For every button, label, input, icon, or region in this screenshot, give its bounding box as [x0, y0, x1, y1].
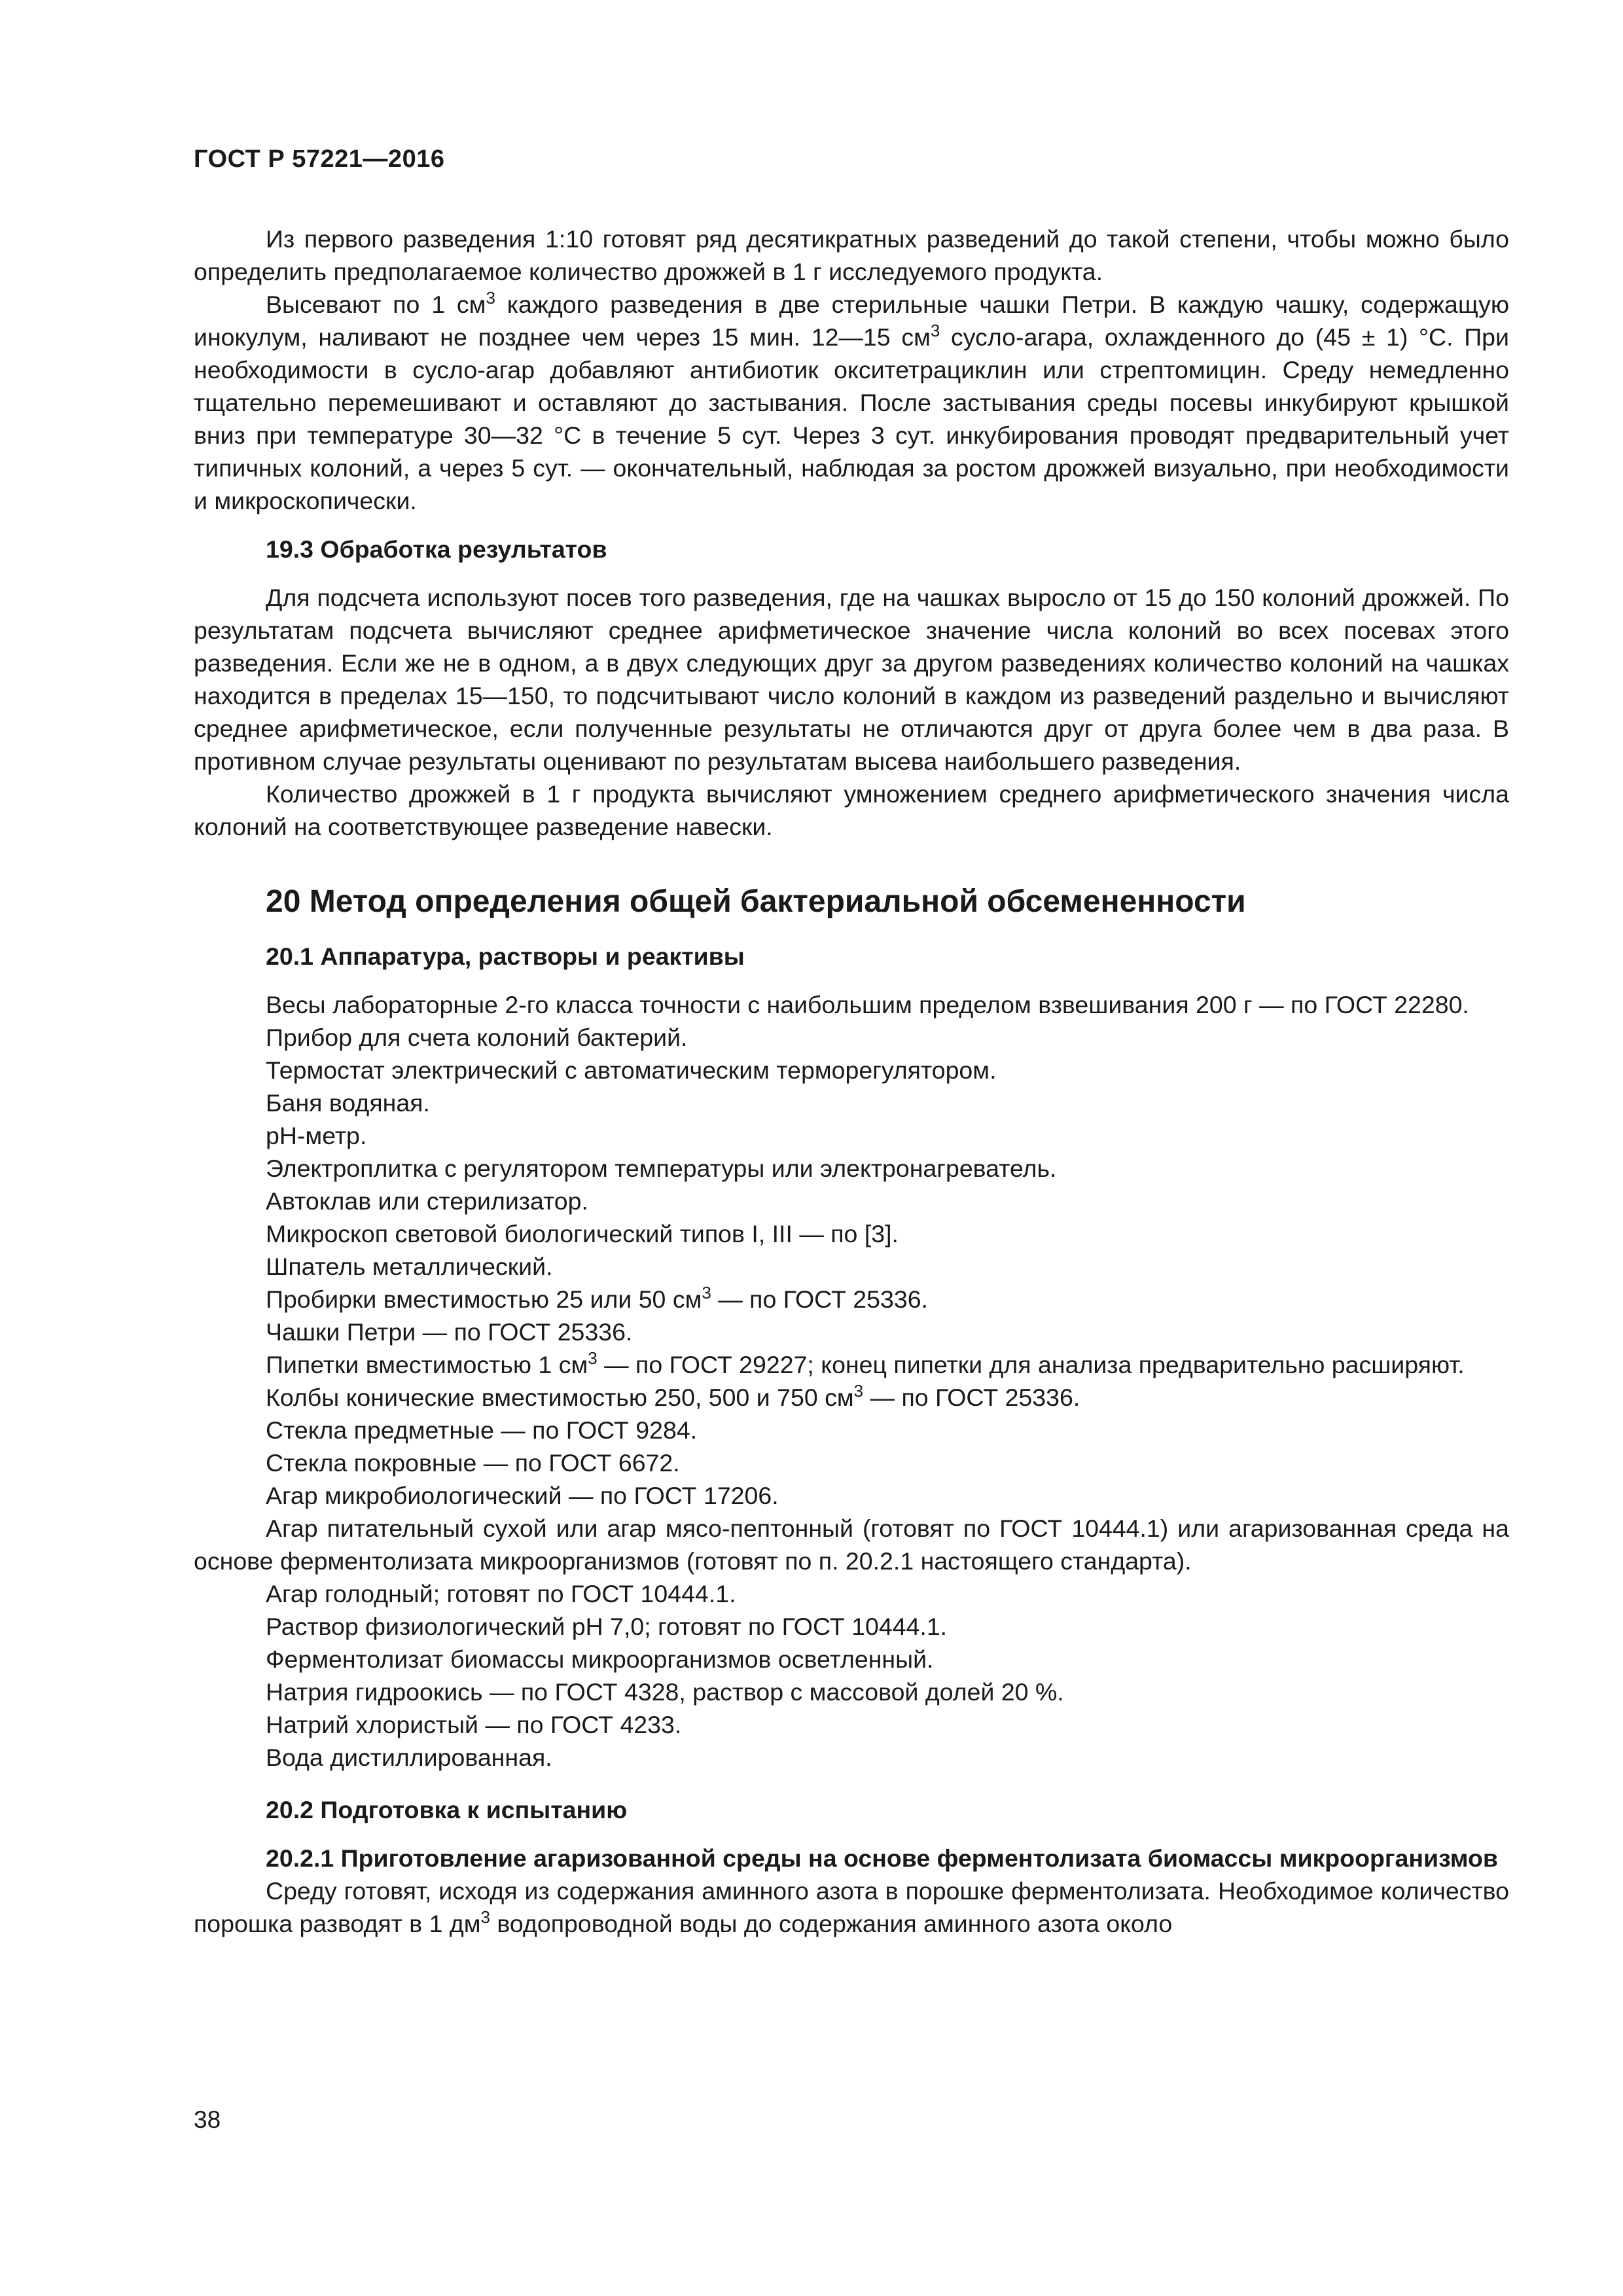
- list-item: Раствор физиологический pH 7,0; готовят по ГОСТ 10444.1.: [266, 1613, 948, 1640]
- section-heading-20-2-1: 20.2.1 Приготовление агаризованной среды на основе ферментолизата биомассы микроорганизмов: [266, 1844, 1498, 1872]
- list-item: Колбы конические вместимостью 250, 500 и 750 $см^3$ — по ГОСТ 25336.: [266, 1381, 1080, 1411]
- list-item: Баня водяная.: [266, 1089, 430, 1117]
- list-item: pH-метр.: [266, 1122, 367, 1149]
- list-item: Агар питательный сухой или агар мясо-пептонный (готовят по ГОСТ 10444.1) или агаризованная среда на основе ферментолизата микроорганизмов (готовят по п. 20.2.1 настоящего стандарта).: [194, 1515, 1509, 1575]
- paragraph: Для подсчета используют посев того разведения, где на чашках выросло от 15 до 150 колоний дрожжей. По результатам подсчета вычисляют среднее арифметическое значение числа колоний во всех посевах этого разведения. Если же не в одном, а в двух следующих друг за другом разведениях количество колоний на чашках находится в пределах 15—150, то подсчитывают число колоний в каждом из разведений раздельно и вычисляют среднее арифметическое, если полученные результаты не отличаются друг от друга более чем в два раза. В противном случае результаты оценивают по результатам высева наибольшего разведения.: [194, 584, 1509, 775]
- list-item: Автоклав или стерилизатор.: [266, 1187, 588, 1215]
- paragraph: Из первого разведения 1:10 готовят ряд десятикратных разведений до такой степени, чтобы можно было определить предполагаемое количество дрожжей в 1 г исследуемого продукта.: [194, 225, 1509, 285]
- list-item: Прибор для счета колоний бактерий.: [266, 1024, 688, 1051]
- list-item: Пробирки вместимостью 25 или 50 $см^3$ — по ГОСТ 25336.: [266, 1283, 928, 1313]
- list-item: Пипетки вместимостью 1 $см^3$ — по ГОСТ 29227; конец пипетки для анализа предварительно расширяют.: [266, 1348, 1465, 1378]
- list-item: Электроплитка с регулятором температуры или электронагреватель.: [266, 1155, 1057, 1182]
- paragraph: Высевают по 1 $см^3$ каждого разведения в две стерильные чашки Петри. В каждую чашку, содержащую инокулум, наливают не позднее чем через 15 мин. 12—15 $см^3$ сусло-агара, охлажденного до (45 ± 1) °С. При необходимости в сусло-агар добавляют антибиотик окситетрациклин или стрептомицин. Среду немедленно тщательно перемешивают и оставляют до застывания. После застывания среды посевы инкубируют крышкой вниз при температуре 30—32 °С в течение 5 сут. Через 3 сут. инкубирования проводят предварительный учет типичных колоний, а через 5 сут. — окончательный, наблюдая за ростом дрожжей визуально, при необходимости и микроскопически.: [194, 288, 1509, 514]
- list-item: Ферментолизат биомассы микроорганизмов осветленный.: [266, 1645, 934, 1673]
- list-item: Стекла покровные — по ГОСТ 6672.: [266, 1449, 680, 1477]
- page-number: 38: [194, 2106, 221, 2133]
- section-heading-20-1: 20.1 Аппаратура, растворы и реактивы: [266, 942, 745, 970]
- list-item: Стекла предметные — по ГОСТ 9284.: [266, 1416, 698, 1444]
- section-heading-20: 20 Метод определения общей бактериальной обсемененности: [266, 884, 1246, 919]
- document-body: [194, 223, 1509, 1940]
- list-item: Чашки Петри — по ГОСТ 25336.: [266, 1318, 633, 1346]
- section-heading-20-2: 20.2 Подготовка к испытанию: [266, 1796, 628, 1823]
- paragraph: Среду готовят, исходя из содержания аминного азота в порошке ферментолизата. Необходимое количество порошка разводят в 1 $дм^3$ водопроводной воды до содержания аминного азота около: [194, 1877, 1509, 1937]
- paragraph: Количество дрожжей в 1 г продукта вычисляют умножением среднего арифметического значения числа колоний на соответствующее разведение навески.: [194, 780, 1509, 840]
- document-header: ГОСТ Р 57221—2016: [194, 145, 445, 173]
- list-item: Шпатель металлический.: [266, 1253, 553, 1280]
- list-item: Агар микробиологический — по ГОСТ 17206.: [266, 1482, 779, 1509]
- section-heading-19-3: 19.3 Обработка результатов: [266, 535, 607, 563]
- list-item: Термостат электрический с автоматическим терморегулятором.: [266, 1056, 997, 1084]
- list-item: Весы лабораторные 2-го класса точности с наибольшим пределом взвешивания 200 г — по ГОСТ 22280.: [266, 991, 1469, 1018]
- list-item: Вода дистиллированная.: [266, 1744, 552, 1771]
- list-item: Микроскоп световой биологический типов I, III — по [3].: [266, 1220, 899, 1247]
- list-item: Натрий хлористый — по ГОСТ 4233.: [266, 1711, 682, 1738]
- list-item: Натрия гидроокись — по ГОСТ 4328, раствор с массовой долей 20 %.: [266, 1678, 1064, 1706]
- list-item: Агар голодный; готовят по ГОСТ 10444.1.: [266, 1580, 736, 1607]
